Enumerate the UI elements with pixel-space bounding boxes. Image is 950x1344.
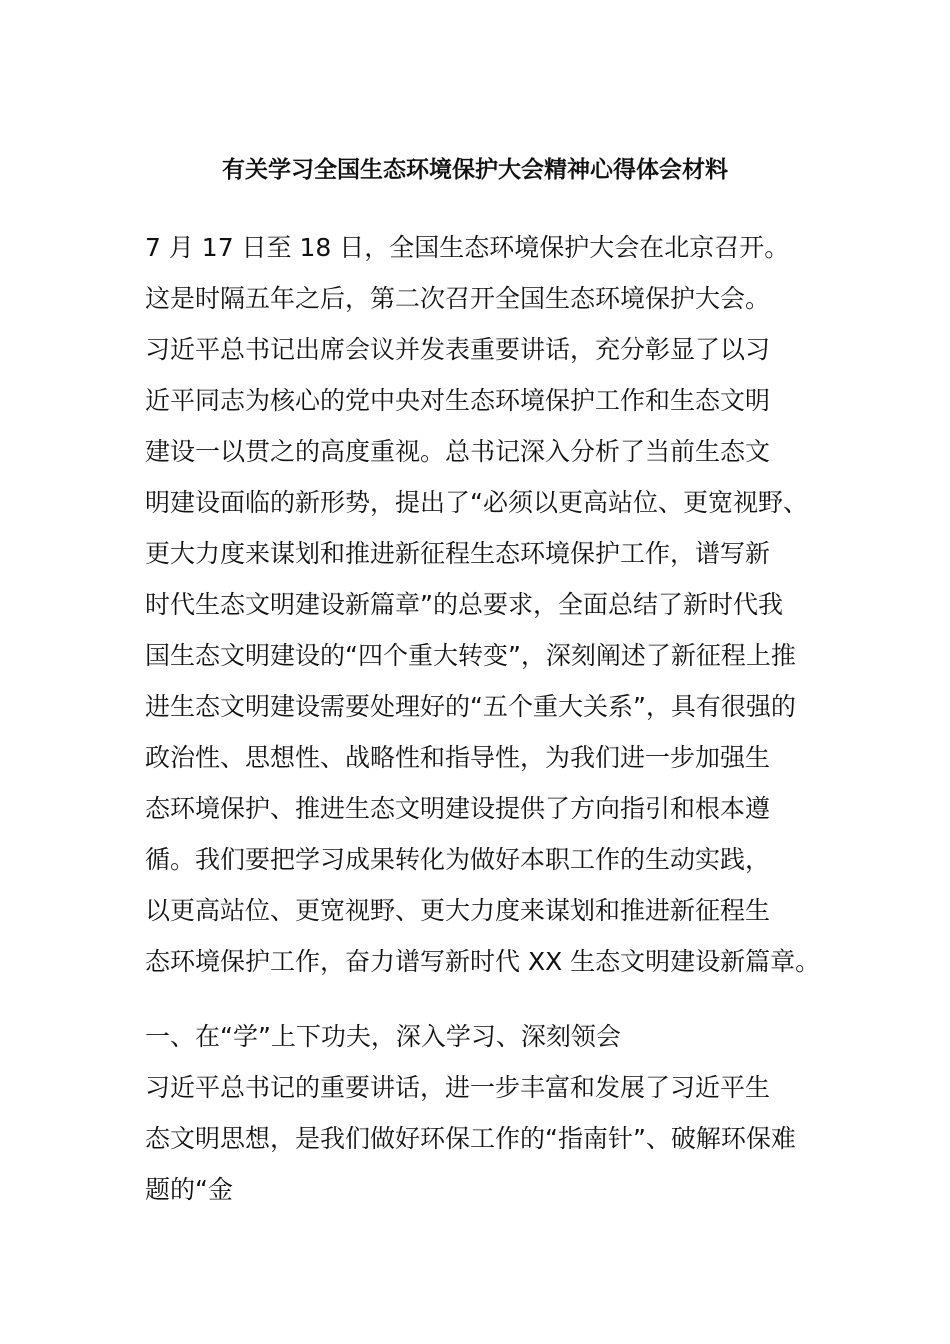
paragraph-line: 近平同志为核心的党中央对生态环境保护工作和生态文明 bbox=[145, 386, 771, 415]
paragraph-line: 进生态文明建设需要处理好的“五个重大关系”，具有很强的 bbox=[145, 692, 796, 721]
paragraph-line: 习近平总书记的重要讲话，进一步丰富和发展了习近平生 bbox=[145, 1073, 771, 1102]
paragraph-line: 7 月 17 日至 18 日，全国生态环境保护大会在北京召开。 bbox=[145, 233, 790, 262]
paragraph-line: 习近平总书记出席会议并发表重要讲话，充分彰显了以习 bbox=[145, 335, 771, 364]
document-title: 有关学习全国生态环境保护大会精神心得体会材料 bbox=[222, 157, 728, 183]
paragraph-line: 循。我们要把学习成果转化为做好本职工作的生动实践， bbox=[145, 845, 771, 874]
paragraph-line: 国生态文明建设的“四个重大转变”，深刻阐述了新征程上推 bbox=[145, 641, 796, 670]
paragraph-line: 态文明思想，是我们做好环保工作的“指南针”、破解环保难 bbox=[145, 1124, 796, 1153]
paragraph-line: 更大力度来谋划和推进新征程生态环境保护工作，谱写新 bbox=[145, 539, 771, 568]
paragraph-line: 以更高站位、更宽视野、更大力度来谋划和推进新征程生 bbox=[145, 896, 771, 925]
paragraph-line: 建设一以贯之的高度重视。总书记深入分析了当前生态文 bbox=[145, 437, 771, 466]
paragraph-line: 题的“金 bbox=[145, 1175, 233, 1204]
section-heading: 一、在“学”上下功夫，深入学习、深刻领会 bbox=[145, 1022, 621, 1051]
paragraph-line: 态环境保护工作，奋力谱写新时代 XX 生态文明建设新篇章。 bbox=[145, 947, 821, 976]
paragraph-line: 这是时隔五年之后，第二次召开全国生态环境保护大会。 bbox=[145, 284, 771, 313]
paragraph-line: 时代生态文明建设新篇章”的总要求，全面总结了新时代我 bbox=[145, 590, 783, 619]
paragraph-line: 明建设面临的新形势，提出了“必须以更高站位、更宽视野、 bbox=[145, 488, 808, 517]
paragraph-line: 政治性、思想性、战略性和指导性，为我们进一步加强生 bbox=[145, 743, 771, 772]
paragraph-line: 态环境保护、推进生态文明建设提供了方向指引和根本遵 bbox=[145, 794, 771, 823]
